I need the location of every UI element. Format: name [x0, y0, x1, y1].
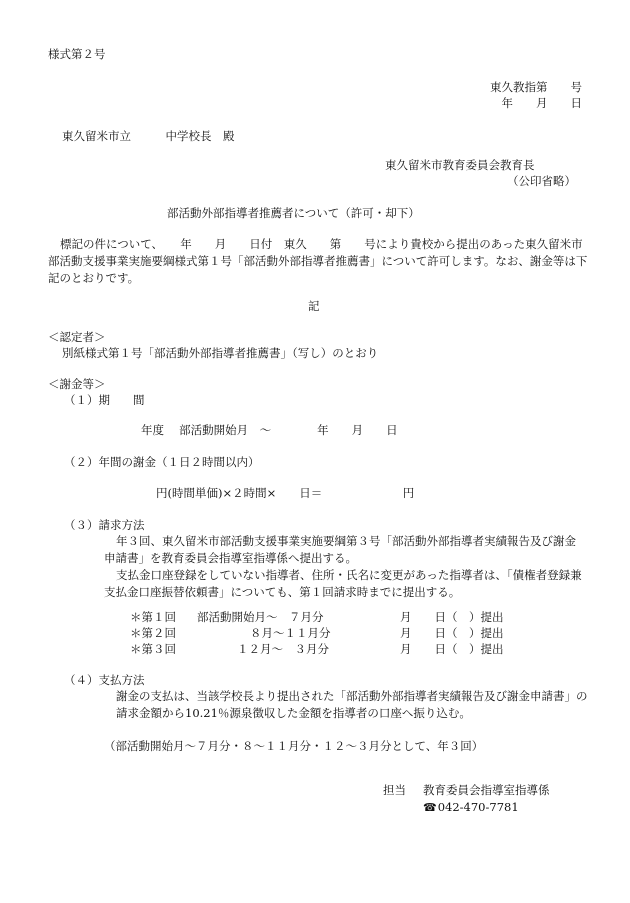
sender-name: 東久留米市教育委員会教育長	[385, 158, 535, 172]
period-heading: （１）期 間	[64, 393, 145, 407]
fee-heading: ＜謝金等＞	[48, 377, 106, 391]
billing-heading: （３）請求方法	[64, 518, 145, 532]
schedule-range-1: 部活動開始月～ ７月分	[197, 610, 324, 624]
schedule-range-2: ８月～１１月分	[250, 626, 331, 640]
contact-phone-line	[423, 800, 519, 815]
schedule-label-3: ＊第３回	[130, 642, 176, 656]
schedule-label-1: ＊第１回	[130, 610, 176, 624]
schedule-range-3: １２月～ ３月分	[237, 642, 329, 656]
billing-paragraph-1: 年３回、東久留米市部活動支援事業実施要綱第３号「部活動外部指導者実績報告及び謝金申請書」を教育委員会指導室指導係へ提出する。	[104, 534, 576, 565]
contact-phone: 042-470-7781	[437, 800, 519, 814]
document-title: 部活動外部指導者推薦者について（許可・却下）	[167, 206, 420, 220]
annual-fee-heading: （２）年間の謝金（１日２時間以内）	[64, 455, 260, 469]
intro-paragraph: 標記の件について、 年 月 日付 東久 第 号により貴校から提出のあった東久留米市部活動支援事業実施要綱様式第１号「部活動外部指導者推薦書」について許可します。なお、謝金等は下記のとおりです。	[48, 237, 588, 285]
schedule-submit-2: 月 日（ ）提出	[400, 626, 504, 640]
form-number: 様式第２号	[48, 47, 106, 61]
ki-heading: 記	[308, 299, 320, 313]
contact-department: 教育委員会指導室指導係	[423, 783, 550, 797]
document-date: 年 月 日	[501, 96, 582, 110]
seal-note: （公印省略）	[507, 174, 576, 188]
document-number: 東久教指第 号	[490, 80, 582, 94]
addressee: 東久留米市立 中学校長 殿	[62, 129, 235, 143]
billing-paragraph-2: 支払金口座登録をしていない指導者、住所・氏名に変更があった指導者は、「債権者登録兼支払金口座振替依頼書」についても、第１回請求時までに提出する。	[104, 568, 582, 599]
schedule-submit-3: 月 日（ ）提出	[400, 642, 504, 656]
annual-fee-formula: 円(時間単価)×２時間× 日＝ 円	[156, 486, 415, 500]
certified-text: 別紙様式第１号「部活動外部指導者推薦書」（写し）のとおり	[62, 346, 379, 360]
phone-icon: ☎	[423, 801, 437, 814]
contact-label: 担当	[383, 783, 406, 797]
payment-note: （部活動開始月～７月分・８～１１月分・１２～３月分として、年３回）	[104, 739, 484, 753]
payment-heading: （４）支払方法	[64, 673, 145, 687]
payment-paragraph: 謝金の支払は、当該学校長より提出された「部活動外部指導者実績報告及び謝金申請書」の請求金額から10.21％源泉徴収した金額を指導者の口座へ振り込む。	[116, 689, 588, 720]
period-text: 年度 部活動開始月 ～ 年 月 日	[141, 423, 398, 437]
certified-heading: ＜認定者＞	[48, 330, 106, 344]
schedule-submit-1: 月 日（ ）提出	[400, 610, 504, 624]
schedule-label-2: ＊第２回	[130, 626, 176, 640]
